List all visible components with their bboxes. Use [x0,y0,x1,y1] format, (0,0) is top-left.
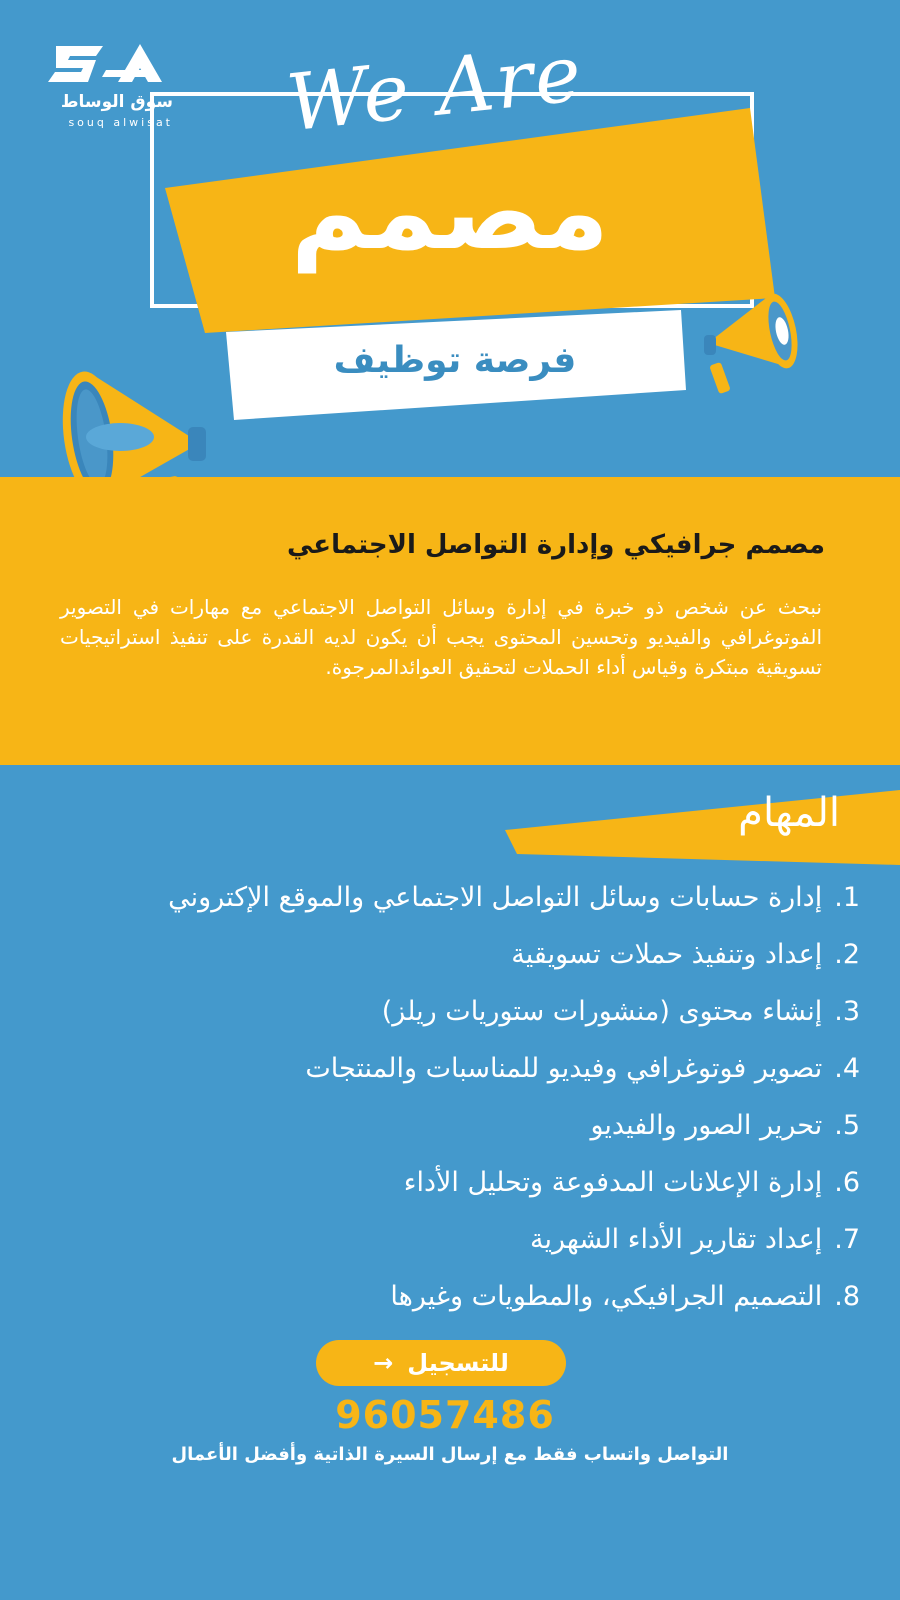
megaphone-icon [700,285,810,405]
task-text: إدارة الإعلانات المدفوعة وتحليل الأداء [403,1167,823,1198]
register-label: للتسجيل [407,1349,509,1377]
task-number: 7. [834,1224,860,1255]
list-item [20,930,860,987]
list-item [20,1158,860,1215]
contact-note: التواصل واتساب فقط مع إرسال السيرة الذاتية وأفضل الأعمال [171,1444,729,1465]
designer-title: مصمم [290,151,610,273]
logo-mark-icon [48,40,173,90]
task-number: 8. [834,1281,860,1312]
register-button[interactable] [316,1340,566,1386]
list-item [20,1044,860,1101]
we-are-script: We Are [282,28,588,150]
brand-name-en: souq alwisat [68,116,173,129]
task-number: 1. [834,882,860,913]
task-number: 2. [834,939,860,970]
task-text: إنشاء محتوى (منشورات ستوريات ريلز) [381,996,823,1027]
list-item [20,873,860,930]
role-title: مصمم جرافيكي وإدارة التواصل الاجتماعي [287,530,825,560]
list-item [20,987,860,1044]
brand-name-ar: سوق الوساط [60,92,173,112]
task-number: 5. [834,1110,860,1141]
list-item [20,1215,860,1272]
task-text: إعداد وتنفيذ حملات تسويقية [511,939,823,970]
task-text: إعداد تقارير الأداء الشهرية [530,1224,823,1255]
task-number: 6. [834,1167,860,1198]
task-text: تصوير فوتوغرافي وفيديو للمناسبات والمنتجات [305,1053,823,1084]
role-description: نبحث عن شخص ذو خبرة في إدارة وسائل التواصل الاجتماعي مع مهارات في التصوير الفوتوغرافي والفيديو وتحسين المحتوى يجب أن يكون لديه القدرة على تنفيذ استراتيجيات تسويقية مبتكرة وقياس أداء الحملات لتحقيق العوائدالمرجوة. [60,595,822,679]
list-item [20,1101,860,1158]
task-number: 3. [834,996,860,1027]
task-list [20,873,860,1329]
task-text: إدارة حسابات وسائل التواصل الاجتماعي والموقع الإكتروني [168,882,823,913]
task-text: تحرير الصور والفيديو [590,1110,823,1141]
task-text: التصميم الجرافيكي، والمطويات وغيرها [390,1281,823,1312]
task-number: 4. [834,1053,860,1084]
arrow-right-icon: → [373,1349,394,1377]
phone-number[interactable]: 96057486 [335,1393,555,1437]
tasks-heading: المهام [738,790,840,836]
list-item [20,1272,860,1329]
job-opportunity-label: فرصة توظيف [333,340,577,381]
